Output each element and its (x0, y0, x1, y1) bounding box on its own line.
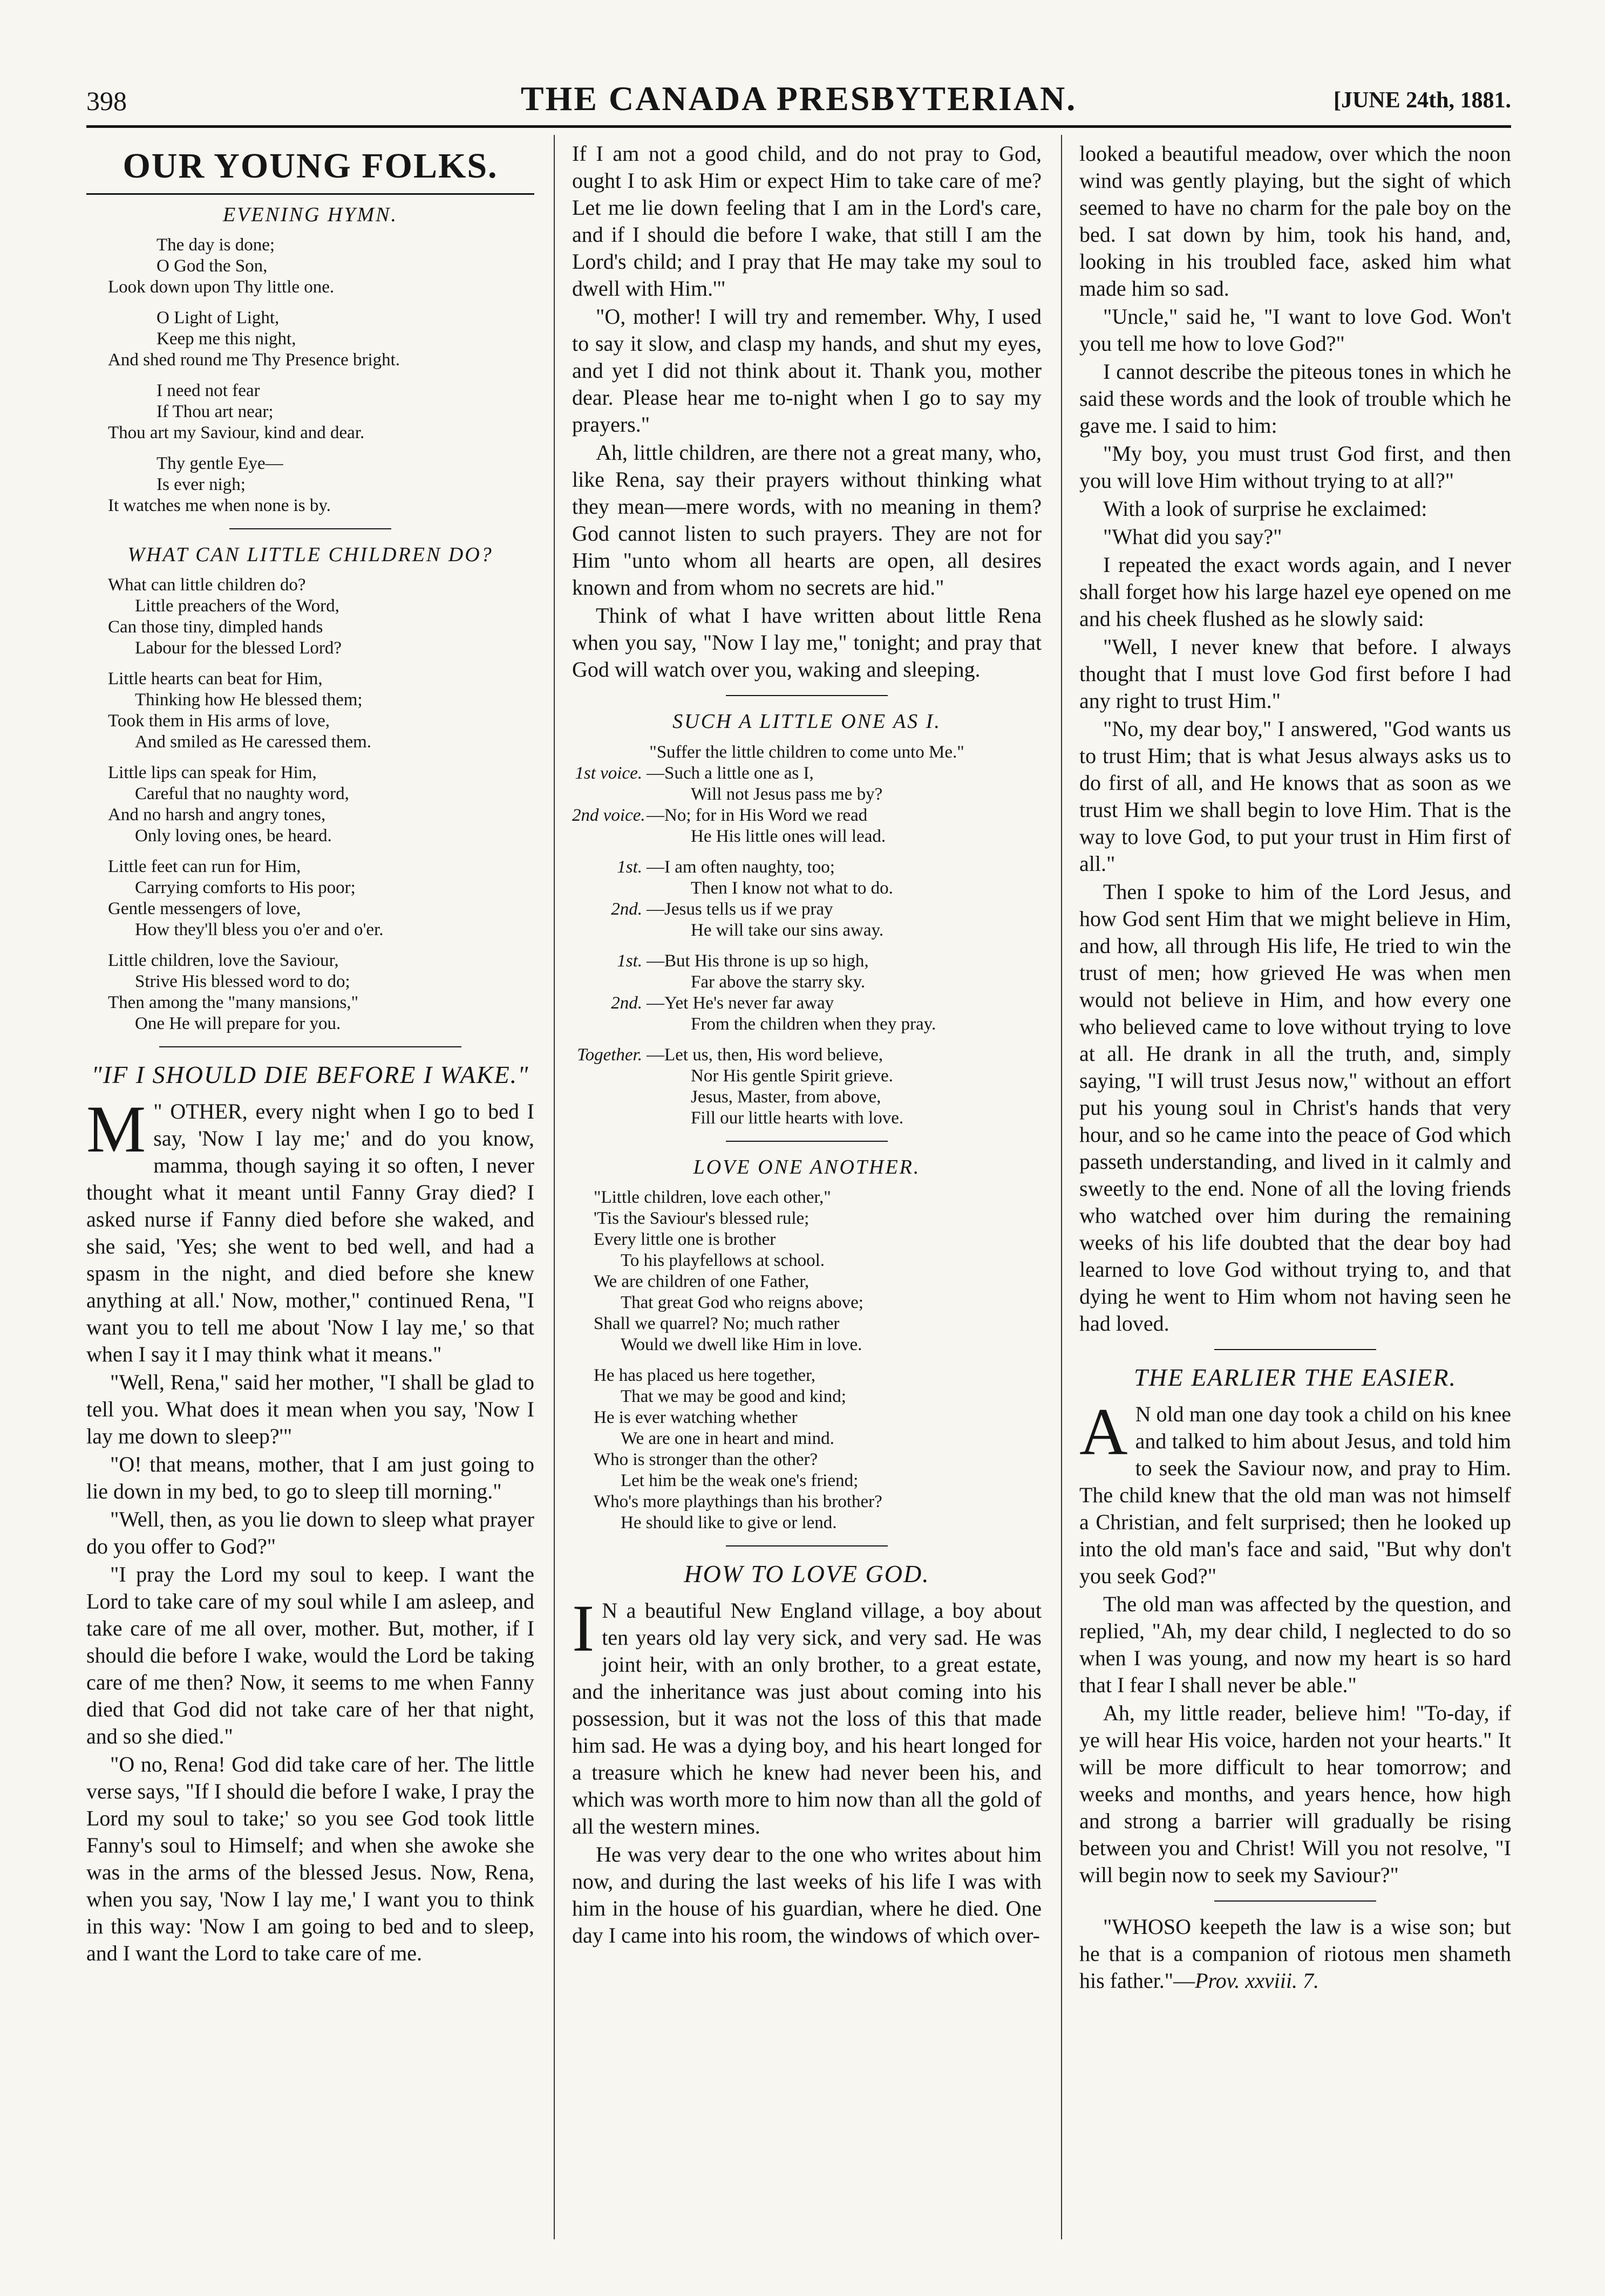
poem-line: We are one in heart and mind. (621, 1429, 834, 1448)
proverb (1079, 1913, 1511, 1994)
poem-line: Let him be the weak one's friend; (621, 1471, 859, 1490)
paragraph: "I pray the Lord my soul to keep. I want the Lord to take care of my soul while I am asleep, and take care of me all over, mother. But, mother, if I should die before I wake, would the Lord be taking care of me then? Now, it seems to me when Fanny died that God did not take care of her that night, and so she died." (86, 1562, 534, 1748)
stanza (86, 453, 534, 516)
proverb-text: "WHOSO keepeth the law is a wise son; but he that is a companion of riotous men shameth his father."— (1079, 1915, 1511, 1993)
poem-line: Thy gentle Eye— (157, 454, 283, 473)
paragraph: If I am not a good child, and do not pray to God, ought I to ask Him or expect Him to take care of me? Let me lie down feeling that I am in the Lord's care, and if I should die before I wake, that still I am the Lord's child; and I pray that He may take my soul to dwell with Him.'" (572, 141, 1042, 301)
poem-line: One He will prepare for you. (135, 1014, 341, 1033)
poem-title-little-children: WHAT CAN LITTLE CHILDREN DO? (127, 543, 493, 566)
paragraph: I cannot describe the piteous tones in which he said these words and the look of trouble which he gave me. I said to him: (1079, 359, 1511, 438)
poem-line: And no harsh and angry tones, (108, 805, 326, 825)
poem-line: Every little one is brother (594, 1230, 776, 1249)
poem-line: O God the Son, (157, 256, 268, 276)
stanza (572, 951, 1042, 1035)
poem-line: That we may be good and kind; (621, 1387, 846, 1406)
speaker: 2nd. (611, 900, 642, 919)
poem-line: Took them in His arms of love, (108, 711, 330, 731)
poem-line: —Such a little one as I, (647, 764, 814, 783)
newspaper-page (86, 76, 1511, 2245)
poem-line: He has placed us here together, (594, 1366, 816, 1385)
poem-line: —No; for in His Word we read (647, 806, 868, 825)
poem-line: —Jesus tells us if we pray (647, 900, 833, 919)
paragraph: "O, mother! I will try and remember. Why, I used to say it slow, and clasp my hands, and shut my eyes, and yet I did not think about it. Thank you, mother dear. Please hear me to-night when I go to say my prayers." (572, 304, 1042, 437)
stanza (572, 763, 1042, 847)
poem-line: Strive His blessed word to do; (135, 972, 350, 991)
poem-line: Only loving ones, be heard. (135, 826, 332, 846)
poem-line: If Thou art near; (157, 402, 274, 421)
drop-cap: I (572, 1591, 595, 1665)
poem-line: Will not Jesus pass me by? (691, 785, 883, 804)
paragraph-text: N a beautiful New England village, a boy about ten years old lay very sick, and very sad. He was joint heir, with an only brother, to a great estate, and the inheritance was just about coming into his possession, but it was not the loss of this that made him sad. He was a dying boy, and his heart longed for a treasure which he knew had never been his, and which was worth more to him now than all the gold of all the western mines. (572, 1598, 1042, 1838)
paragraph: "O! that means, mother, that I am just going to lie down in my bed, to go to sleep till morning." (86, 1452, 534, 1503)
poem-line: Labour for the blessed Lord? (135, 638, 342, 658)
poem-title-such-little: SUCH A LITTLE ONE AS I. (672, 710, 941, 733)
poem-line: Would we dwell like Him in love. (621, 1335, 862, 1354)
stanza (572, 1045, 1042, 1129)
section-title: OUR YOUNG FOLKS. (123, 146, 498, 186)
poem-line: O Light of Light, (157, 308, 280, 328)
poem-such-little (572, 741, 1042, 1129)
poem-title-love-one: LOVE ONE ANOTHER. (693, 1156, 921, 1178)
poem-line: —I am often naughty, too; (647, 857, 835, 877)
stanza (572, 1365, 1042, 1534)
divider (229, 528, 391, 529)
poem-line: Little feet can run for Him, (108, 857, 301, 876)
drop-cap: M (86, 1092, 146, 1166)
poem-line: He is ever watching whether (594, 1408, 798, 1427)
column-3 (1079, 140, 1511, 1995)
poem-line: We are children of one Father, (594, 1272, 810, 1291)
story-title-die: "IF I SHOULD DIE BEFORE I WAKE." (91, 1061, 529, 1088)
poem-line: Gentle messengers of love, (108, 899, 301, 918)
poem-line: Little hearts can beat for Him, (108, 669, 323, 689)
stanza (86, 235, 534, 298)
paragraph: The old man was affected by the question, and replied, "Ah, my dear child, I neglected to do so when I was young, and now my heart is so hard that I fear I shall never be able." (1079, 1592, 1511, 1697)
poem-line: And smiled as He caressed them. (135, 732, 372, 752)
paragraph-text: N old man one day took a child on his knee and talked to him about Jesus, and told him to seek the Saviour now, and pray to Him. The child knew that the old man was not himself a Christian, and felt surprised; then he looked up into the old man's face and said, "But why don't you seek God?" (1079, 1402, 1511, 1588)
column-divider (554, 135, 555, 2239)
page-header (86, 76, 1511, 124)
stanza (86, 669, 534, 753)
poem-line: Little lips can speak for Him, (108, 763, 317, 782)
story-first-paragraph (86, 1092, 534, 1368)
paragraph: I repeated the exact words again, and I never shall forget how his large hazel eye opened on me and his cheek flushed as he slowly said: (1079, 553, 1511, 631)
poem-line: Little preachers of the Word, (135, 596, 339, 616)
paragraph-text: " OTHER, every night when I go to bed I say, 'Now I lay me;' and do you know, mamma, though saying it so often, I never thought what it meant until Fanny Gray died? I asked nurse if Fanny died before she waked, and she said, 'Yes; she went to bed well, and had a spasm in the night, and died before she knew anything at all.' Now, mother," continued Rena, "I want you to tell me about 'Now I lay me,' so that when I say it I may think what it means." (86, 1099, 534, 1366)
poem-line: Then among the "many mansions," (108, 993, 359, 1012)
stanza (86, 575, 534, 659)
poem-line: I need not fear (157, 381, 260, 400)
divider (726, 1545, 888, 1546)
column-2 (572, 140, 1042, 1950)
poem-line: He will take our sins away. (691, 921, 884, 940)
column-divider (1061, 135, 1062, 2239)
paragraph: With a look of surprise he exclaimed: (1103, 496, 1427, 521)
paragraph: "What did you say?" (1103, 524, 1282, 549)
divider (726, 1141, 888, 1142)
poem-line: Nor His gentle Spirit grieve. (691, 1066, 893, 1086)
stanza (86, 950, 534, 1034)
paragraph: He was very dear to the one who writes about him now, and during the last weeks of his life I was with him in the house of his guardian, where he died. One day I came into his room, the windows of which over- (572, 1842, 1042, 1947)
paragraph: Think of what I have written about little Rena when you say, "Now I lay me," tonight; and pray that God will watch over you, waking and sleeping. (572, 603, 1042, 682)
poem-line: That great God who reigns above; (621, 1293, 863, 1312)
poem-line: How they'll bless you o'er and o'er. (135, 920, 384, 939)
masthead: THE CANADA PRESBYTERIAN. (520, 79, 1077, 118)
header-rule (86, 125, 1511, 128)
stanza (86, 380, 534, 444)
story-first-paragraph (572, 1591, 1042, 1840)
stanza (86, 762, 534, 847)
poem-line: Is ever nigh; (157, 475, 246, 494)
poem-line: He should like to give or lend. (621, 1513, 837, 1532)
paragraph: "Uncle," said he, "I want to love God. Won't you tell me how to love God?" (1079, 304, 1511, 356)
column-1 (86, 140, 534, 1968)
poem-line: Far above the starry sky. (691, 972, 866, 992)
poem-line: Can those tiny, dimpled hands (108, 617, 323, 637)
poem-line: Who's more playthings than his brother? (594, 1492, 882, 1511)
story-title-love-god: HOW TO LOVE GOD. (684, 1560, 930, 1588)
stanza (572, 1187, 1042, 1355)
paragraph: Ah, my little reader, believe him! "To-day, if ye will hear His voice, harden not your hearts." It will be more difficult to hear tomorrow; and weeks and months, and years hence, how high and strong a barrier will gradually be rising between you and Christ! Will you not resolve, "I will begin now to seek my Saviour?" (1079, 1701, 1511, 1887)
poem-line: Keep me this night, (157, 329, 296, 349)
poem-line: 'Tis the Saviour's blessed rule; (594, 1209, 810, 1228)
paragraph: "O no, Rena! God did take care of her. The little verse says, "If I should die before I wake, I pray the Lord my soul to take;' so you see God took little Fanny's soul to Himself; and when she awoke she was in the arms of the blessed Jesus. Now, Rena, when you say, 'Now I lay me,' I want you to think in this way: 'Now I am going to bed and to sleep, and I want the Lord to take care of me. (86, 1752, 534, 1965)
paragraph: "Well, Rena," said her mother, "I shall be glad to tell you. What does it mean when you say, 'Now I lay me down to sleep?'" (86, 1370, 534, 1448)
paragraph: "Well, then, as you lie down to sleep what prayer do you offer to God?" (86, 1507, 534, 1558)
divider (1214, 1349, 1376, 1350)
poem-line: Thou art my Saviour, kind and dear. (108, 423, 365, 442)
poem-line: Then I know not what to do. (691, 878, 893, 898)
poem-line: —Yet He's never far away (647, 993, 834, 1013)
poem-line: He His little ones will lead. (691, 827, 886, 846)
poem-line: The day is done; (157, 235, 275, 255)
story-title-earlier: THE EARLIER THE EASIER. (1134, 1364, 1457, 1391)
paragraph: "Well, I never knew that before. I always thought that I must love God first before I had any right to trust Him." (1079, 635, 1511, 713)
divider (1214, 1900, 1376, 1902)
poem-line: Look down upon Thy little one. (108, 277, 335, 297)
paragraph: looked a beautiful meadow, over which the noon wind was gently playing, but the sight of which seemed to have no charm for the pale boy on the bed. I sat down by him, took his hand, and, looking in his troubled face, asked him what made him so sad. (1079, 141, 1511, 301)
poem-line: Little children, love the Saviour, (108, 951, 339, 970)
poem-line: "Little children, love each other," (594, 1188, 831, 1207)
speaker: 1st. (617, 857, 642, 877)
story-first-paragraph (1079, 1395, 1511, 1590)
poem-line: Careful that no naughty word, (135, 784, 349, 803)
poem-line: Jesus, Master, from above, (691, 1087, 881, 1107)
poem-line: What can little children do? (108, 575, 306, 595)
poem-line: —Let us, then, His word believe, (647, 1045, 883, 1065)
paragraph: Ah, little children, are there not a great many, who, like Rena, say their prayers without thinking what they mean—mere words, with no meaning in them? God cannot listen to such prayers. They are not for Him "unto whom all hearts are open, all desires known and from whom no secrets are hid." (572, 440, 1042, 599)
issue-date: [JUNE 24th, 1881. (1333, 88, 1511, 113)
poem-line: From the children when they pray. (691, 1014, 936, 1034)
poem-line: Thinking how He blessed them; (135, 690, 363, 710)
stanza (86, 308, 534, 371)
section-rule (86, 193, 534, 195)
poem-line: It watches me when none is by. (108, 496, 331, 515)
speaker: Together. (577, 1045, 642, 1065)
drop-cap: A (1079, 1395, 1128, 1469)
divider (726, 695, 888, 696)
proverb-reference: Prov. xxviii. 7. (1195, 1968, 1319, 1993)
divider (159, 1046, 461, 1047)
poem-evening-hymn (86, 235, 534, 516)
poem-line: Who is stronger than the other? (594, 1450, 818, 1469)
poem-line: To his playfellows at school. (621, 1251, 825, 1270)
speaker: 2nd voice. (572, 806, 645, 825)
stanza (572, 857, 1042, 941)
poem-line: Shall we quarrel? No; much rather (594, 1314, 840, 1333)
poem-title-evening-hymn: EVENING HYMN. (223, 203, 398, 226)
paragraph: Then I spoke to him of the Lord Jesus, and how God sent Him that we might believe in Him, and how, all through His life, He tried to win the trust of men; how grieved He was when men would not believe in Him, and how every one who believed came to love without trying to love at all. He drank in all the truth, and, simply saying, "I will trust Jesus now," without an effort put his young soul in Christ's hands that very hour, and so he came into the peace of God which passeth understanding, and lived in it calmly and sweetly to the end. None of all the loving friends who watched over him during the remaining weeks of his life doubted that the dear boy had learned to love God without trying to, and that dying he went to Him whom not having seen he had loved. (1079, 880, 1511, 1336)
poem-little-children (86, 575, 534, 1034)
page-number: 398 (86, 86, 127, 116)
poem-line: —But His throne is up so high, (647, 951, 869, 971)
poem-line: Fill our little hearts with love. (691, 1108, 904, 1128)
epigraph: "Suffer the little children to come unto Me." (649, 742, 964, 762)
paragraph: "No, my dear boy," I answered, "God wants us to trust Him; that is what Jesus always asks us to do first of all, and He knows that as soon as we trust Him we shall begin to love Him. That is the way to love God, to put your trust in Him first of all." (1079, 717, 1511, 876)
speaker: 1st voice. (575, 764, 642, 783)
speaker: 2nd. (611, 993, 642, 1013)
stanza (86, 856, 534, 941)
poem-line: Carrying comforts to His poor; (135, 878, 356, 897)
paragraph: "My boy, you must trust God first, and then you will love Him without trying to at all?" (1079, 441, 1511, 493)
poem-love-one-another (572, 1187, 1042, 1534)
speaker: 1st. (617, 951, 642, 971)
poem-line: And shed round me Thy Presence bright. (108, 350, 400, 370)
